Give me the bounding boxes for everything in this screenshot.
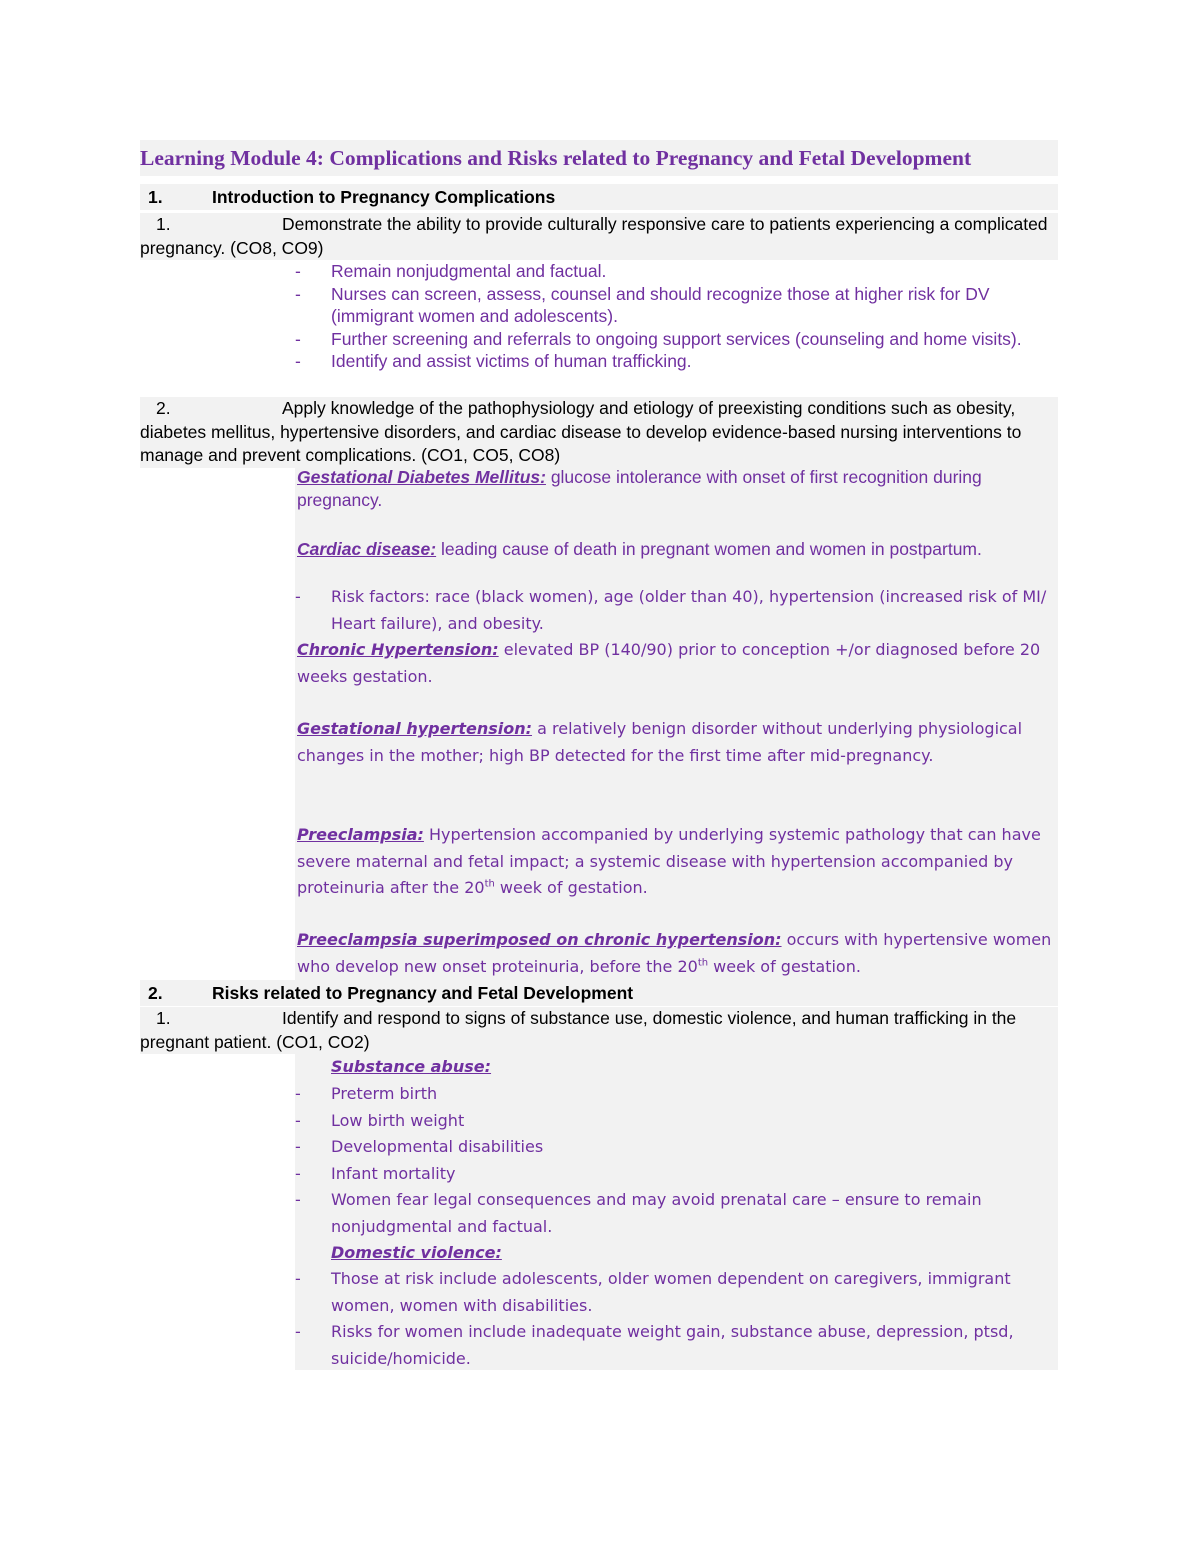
term-label: Gestational Diabetes Mellitus: bbox=[297, 467, 546, 487]
definition-chronic-hypertension: Chronic Hypertension: elevated BP (140/90) prior to conception +/or diagnosed before 20 weeks gestation. bbox=[297, 640, 1041, 686]
substance-abuse-heading bbox=[331, 1054, 1051, 1081]
substance-abuse-bullets bbox=[295, 1081, 1058, 1240]
list-item: - Nurses can screen, assess, counsel and should recognize those at higher risk for DV (immigrant women and adolescents). bbox=[295, 283, 990, 326]
term-label: Preeclampsia superimposed on chronic hypertension: bbox=[297, 930, 782, 949]
objective-text: Identify and respond to signs of substance use, domestic violence, and human trafficking in the pregnant patient. (CO1, CO2) bbox=[140, 1008, 1017, 1052]
objective-text: Demonstrate the ability to provide culturally responsive care to patients experiencing a complicated pregnancy. (CO8, CO9) bbox=[140, 214, 1048, 258]
section-title: Introduction to Pregnancy Complications bbox=[212, 187, 556, 207]
list-item: - Identify and assist victims of human trafficking. bbox=[295, 351, 692, 371]
section-heading-2 bbox=[140, 980, 1058, 1006]
term-label: Domestic violence: bbox=[331, 1243, 502, 1262]
section-number: 2. bbox=[148, 983, 163, 1003]
section-number: 1. bbox=[148, 187, 163, 207]
list-item: - Risk factors: race (black women), age (older than 40), hypertension (increased risk of MI/ Heart failure), and obesity. bbox=[295, 587, 1047, 633]
definition-cardiac: Cardiac disease: leading cause of death in pregnant women and women in postpartum. bbox=[297, 539, 982, 559]
objective-number: 2. bbox=[156, 398, 171, 418]
objective-1-1 bbox=[140, 213, 1058, 260]
domestic-violence-bullets bbox=[295, 1266, 1058, 1372]
list-item: - Further screening and referrals to ongoing support services (counseling and home visits). bbox=[295, 328, 1022, 349]
cardiac-bullets bbox=[295, 584, 1058, 637]
objective-1-1-bullets bbox=[295, 260, 1058, 373]
term-label: Preeclampsia: bbox=[297, 825, 424, 844]
objective-1-2 bbox=[140, 397, 1058, 468]
objective-number: 1. bbox=[156, 214, 171, 234]
domestic-violence-heading bbox=[331, 1240, 1051, 1267]
objective-2-1 bbox=[140, 1007, 1058, 1054]
list-item: - Those at risk include adolescents, older women dependent on caregivers, immigrant women, women with disabilities. bbox=[295, 1269, 1011, 1315]
list-item: - Preterm birth bbox=[295, 1084, 438, 1103]
list-item: - Women fear legal consequences and may avoid prenatal care – ensure to remain nonjudgmental and factual. bbox=[295, 1190, 982, 1236]
definition-gdm: Gestational Diabetes Mellitus: glucose intolerance with onset of first recognition during pregnancy. bbox=[297, 467, 982, 510]
definition-gestational-hypertension: Gestational hypertension: a relatively benign disorder without underlying physiological changes in the mother; high BP detected for the first time after mid-pregnancy. bbox=[297, 719, 1023, 765]
list-item: - Low birth weight bbox=[295, 1110, 465, 1130]
objective-text: Apply knowledge of the pathophysiology and etiology of preexisting conditions such as obesity, diabetes mellitus, hypertensive disorders, and cardiac disease to develop evidence-based nursing interventions to manage and prevent complications. (CO1, CO5, CO8) bbox=[140, 398, 1022, 465]
page-title: Learning Module 4: Complications and Risks related to Pregnancy and Fetal Development bbox=[140, 140, 1058, 176]
list-item: - Developmental disabilities bbox=[295, 1137, 544, 1156]
section-title: Risks related to Pregnancy and Fetal Development bbox=[212, 983, 634, 1003]
list-item: - Infant mortality bbox=[295, 1163, 456, 1183]
definition-superimposed: Preeclampsia superimposed on chronic hypertension: occurs with hypertensive women who develop new onset proteinuria, before the 20th week of gestation. bbox=[297, 930, 1052, 976]
term-label: Cardiac disease: bbox=[297, 539, 437, 559]
section-heading-1 bbox=[140, 184, 1058, 210]
term-label: Substance abuse: bbox=[331, 1057, 492, 1076]
objective-number: 1. bbox=[156, 1008, 171, 1028]
term-label: Chronic Hypertension: bbox=[297, 640, 499, 659]
list-item: - Risks for women include inadequate weight gain, substance abuse, depression, ptsd, suicide/homicide. bbox=[295, 1322, 1014, 1368]
list-item: - Remain nonjudgmental and factual. bbox=[295, 261, 607, 281]
term-label: Gestational hypertension: bbox=[297, 719, 533, 738]
definition-preeclampsia: Preeclampsia: Hypertension accompanied by underlying systemic pathology that can have severe maternal and fetal impact; a systemic disease with hypertension accompanied by proteinuria after the 20th week of gestation. bbox=[297, 825, 1041, 897]
